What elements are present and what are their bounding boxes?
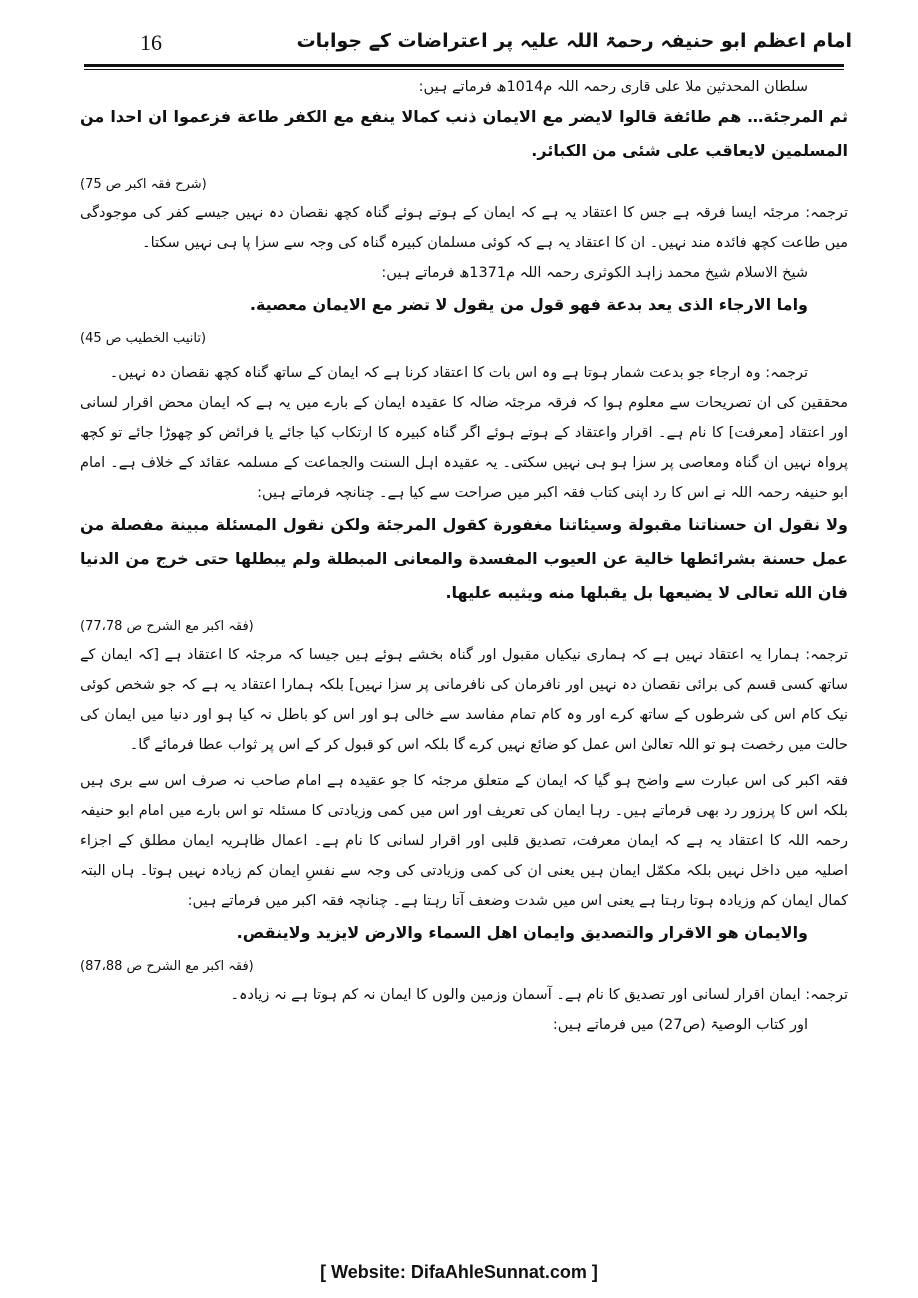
paragraph-muhaqqiqeen: محققین کی ان تصریحات سے معلوم ہوا کہ فرقہ مرجئہ ضالہ کا عقیدہ ایمان کے بارے میں یہ ہے کہ ایمان محض اقرار لسانی اور اعتقاد [معرفت] کا نام ہے۔ اقرار واعتقاد کے ہوتے ہوئے اگر گناہ کبیرہ کا ارتکاب کیا جائے یا فرائض کو چھوڑا جائے تو کچھ پرواہ نہیں ان گناہ ومعاصی پر سزا ہو ہی نہیں سکتی۔ یہ عقیدہ اہل السنت والجماعت کے مسلمہ عقائد کے خلاف ہے۔ امام ابو حنیفہ رحمہ اللہ نے اس کا رد اپنی کتاب فقہ اکبر میں صراحت سے کیا ہے۔ چنانچہ فرماتے ہیں: bbox=[80, 395, 848, 501]
intro-line-mulla-ali-qari: سلطان المحدثین ملا علی قاری رحمہ اللہ م1014ھ فرماتے ہیں: bbox=[418, 79, 808, 95]
reference-text: (فقہ اکبر مع الشرح ص 87،88) bbox=[80, 959, 254, 974]
reference-fiqh-akbar-87-88 bbox=[80, 954, 848, 980]
header-rule-thin bbox=[84, 69, 844, 70]
paragraph-fiqh-akbar-explanation: فقہ اکبر کی اس عبارت سے واضح ہو گیا کہ ایمان کے متعلق مرجئہ کا جو عقیدہ ہے امام صاحب نہ صرف اس سے بری ہیں بلکہ اس کا پرزور رد بھی فرماتے ہیں۔ رہا ایمان کی تعریف اور اس میں کمی وزیادتی کا مسئلہ تو اس بارے میں امام ابو حنیفہ رحمہ اللہ کا اعتقاد یہ ہے کہ ایمان معرفت، تصدیق قلبی اور اقرار لسانی کا نام ہے۔ اعمال ظاہریہ ایمان مطلق کے اجزاء اصلیہ میں داخل نہیں بلکہ مکمّل ایمان ہیں یعنی ان کی کمی وزیادتی کی وجہ سے نفسِ ایمان کم زیادہ نہیں ہوتا۔ ہاں البتہ کمال ایمان کم وزیادہ ہوتا رہتا ہے یعنی اس میں شدت وضعف آتا رہتا ہے۔ چنانچہ فقہ اکبر میں فرماتے ہیں: bbox=[80, 773, 848, 909]
translation-iman-definition: ترجمہ: ایمان اقرار لسانی اور تصدیق کا نام ہے۔ آسمان وزمین والوں کا ایمان نہ کم ہوتا ہے نہ زیادہ۔ bbox=[230, 987, 848, 1003]
page-content bbox=[80, 74, 848, 1040]
arabic-quote-iman-definition: والايمان هو الاقرار والتصديق وايمان اهل السماء والارض لايزيد ولاينقص. bbox=[236, 923, 808, 942]
translation-murjia: ترجمہ: مرجئہ ایسا فرقہ ہے جس کا اعتقاد یہ ہے کہ ایمان کے ہوتے ہوئے گناہ کچھ نقصان دہ نہیں جیسے کفر کی موجودگی میں طاعت کچھ فائدہ مند نہیں۔ ان کا اعتقاد یہ ہے کہ کوئی مسلمان کبیرہ گناہ کی وجہ سے سزا پا ہی نہیں سکتا۔ bbox=[80, 205, 848, 251]
page-number: 16 bbox=[140, 30, 162, 55]
reference-sharh-fiqh-akbar-75 bbox=[80, 172, 848, 198]
translation-irja: ترجمہ: وہ ارجاء جو بدعت شمار ہوتا ہے وہ اس بات کا اعتقاد کرنا ہے کہ ایمان کے ساتھ گناہ کچھ نقصان دہ نہیں۔ bbox=[109, 365, 808, 381]
intro-line-kitab-al-wasiyyah: اور کتاب الوصیۃ (ص27) میں فرماتے ہیں: bbox=[552, 1017, 808, 1033]
reference-text: (فقہ اکبر مع الشرح ص 77،78) bbox=[80, 619, 254, 634]
page-header-title: امام اعظم ابو حنیفہ رحمۃ اللہ علیہ پر اعتراضات کے جوابات bbox=[296, 30, 852, 52]
header-rule-thick bbox=[84, 64, 844, 67]
arabic-quote-murjia: ثم المرجئة… هم طائفة قالوا لايضر مع الايمان ذنب كمالا ينفع مع الكفر طاعة فزعموا ان احدا من المسلمين لايعاقب على شئى من الكبائر. bbox=[80, 107, 848, 160]
reference-taneeb-al-khateeb bbox=[80, 326, 848, 352]
intro-line-kawthari: شیخ الاسلام شیخ محمد زاہد الکوثری رحمہ اللہ م1371ھ فرماتے ہیں: bbox=[381, 265, 808, 281]
translation-hasanat: ترجمہ: ہمارا یہ اعتقاد نہیں ہے کہ ہماری نیکیاں مقبول اور گناہ بخشے ہوئے ہیں جیسا کہ مرجئہ کا اعتقاد ہے [کہ ایمان کے ساتھ کسی قسم کی برائی نقصان دہ نہیں اور نافرمان کی نافرمانی پر سزا نہیں] بلکہ ہمارا اعتقاد یہ ہے کہ جو شخص کوئی نیک کام اس کی شرطوں کے ساتھ کرے اور وہ کام تمام مفاسد سے خالی ہو اور اس کو باطل نہ کیا ہو اور دنیا میں ایمان کی حالت میں رخصت ہو تو اللہ تعالیٰ اس عمل کو ضائع نہیں کرے گا بلکہ اس کو قبول کر کے اس پر ثواب عطا فرمائے گا۔ bbox=[80, 647, 848, 753]
arabic-quote-irja: واما الارجاء الذى يعد بدعة فهو قول من يقول لا تضر مع الايمان معصية. bbox=[249, 295, 808, 314]
reference-text: (شرح فقہ اکبر ص 75) bbox=[80, 177, 207, 192]
footer-website: [ Website: DifaAhleSunnat.com ] bbox=[320, 1262, 598, 1282]
arabic-quote-fiqh-akbar-hasanat: ولا نقول ان حسناتنا مقبولة وسيئاتنا مغفورة كقول المرجئة ولكن نقول المسئلة مبينة مفصلة من عمل حسنة بشرائطها خالية عن العيوب المفسدة والمعانى المبطلة ولم يبطلها حتى خرج من الدنيا فان الله تعالى لا يضيعها بل يقبلها منه ويثيبه عليها. bbox=[80, 515, 848, 602]
reference-fiqh-akbar-77-78 bbox=[80, 614, 848, 640]
reference-text: (تانیب الخطیب ص 45) bbox=[80, 331, 207, 346]
